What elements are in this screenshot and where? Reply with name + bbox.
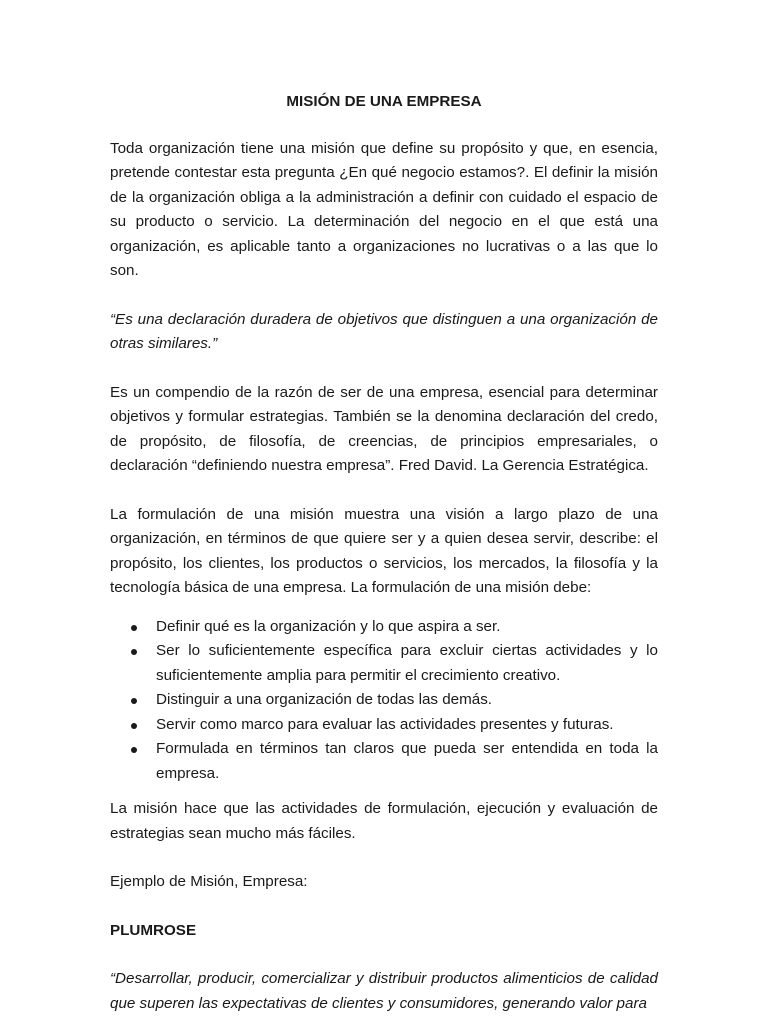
list-item-text: Formulada en términos tan claros que pueda ser entendida en toda la empresa. [156,740,658,782]
bullet-icon [131,698,137,704]
document-title: MISIÓN DE UNA EMPRESA [286,93,482,110]
list-item-text: Distinguir a una organización de todas las demás. [156,691,493,708]
bullet-icon [131,649,137,655]
bullet-icon [131,723,137,729]
definition-quote: “Es una declaración duradera de objetivos que distinguen a una organización de otras similares.” [110,310,658,352]
list-item [110,713,658,738]
mission-requirements-list [110,615,658,787]
compendium-paragraph: Es un compendio de la razón de ser de una empresa, esencial para determinar objetivos y formular estrategias. También se la denomina declaración del credo, de propósito, de filosofía, de creencias, de principios empresariales, o declaración “definiendo nuestra empresa”. Fred David. La Gerencia Estratégica. [110,383,658,474]
formulation-paragraph: La formulación de una misión muestra una visión a largo plazo de una organización, en términos de que quiere ser y a quien desea servir, describe: el propósito, los clientes, los productos o servicios, los mercados, la filosofía y la tecnología básica de una empresa. La formulación de una misión debe: [110,505,658,596]
bullet-icon [131,625,137,631]
list-item [110,688,658,713]
intro-paragraph: Toda organización tiene una misión que define su propósito y que, en esencia, pretende contestar esta pregunta ¿En qué negocio estamos?. El definir la misión de la organización obliga a la administración a definir con cuidado el espacio de su producto o servicio. La determinación del negocio en el que está una organización, es aplicable tanto a organizaciones no lucrativas o a las que lo son. [110,139,658,279]
conclusion-paragraph: La misión hace que las actividades de formulación, ejecución y evaluación de estrategias sean mucho más fáciles. [110,800,658,842]
list-item-text: Servir como marco para evaluar las actividades presentes y futuras. [156,715,614,733]
bullet-icon [131,747,137,753]
example-mission-quote: “Desarrollar, producir, comercializar y distribuir productos alimenticios de calidad que superen las expectativas de clientes y consumidores, generando valor para [110,970,658,1012]
list-item-text: Definir qué es la organización y lo que aspira a ser. [156,617,501,635]
list-item [110,737,658,786]
example-intro: Ejemplo de Misión, Empresa: [110,873,308,890]
document-body [110,90,658,1024]
list-item-text: Ser lo suficientemente específica para excluir ciertas actividades y lo suficientemente amplia para permitir el crecimiento creativo. [156,642,658,684]
list-item [110,615,658,640]
company-name: PLUMROSE [110,921,197,939]
list-item [110,639,658,688]
